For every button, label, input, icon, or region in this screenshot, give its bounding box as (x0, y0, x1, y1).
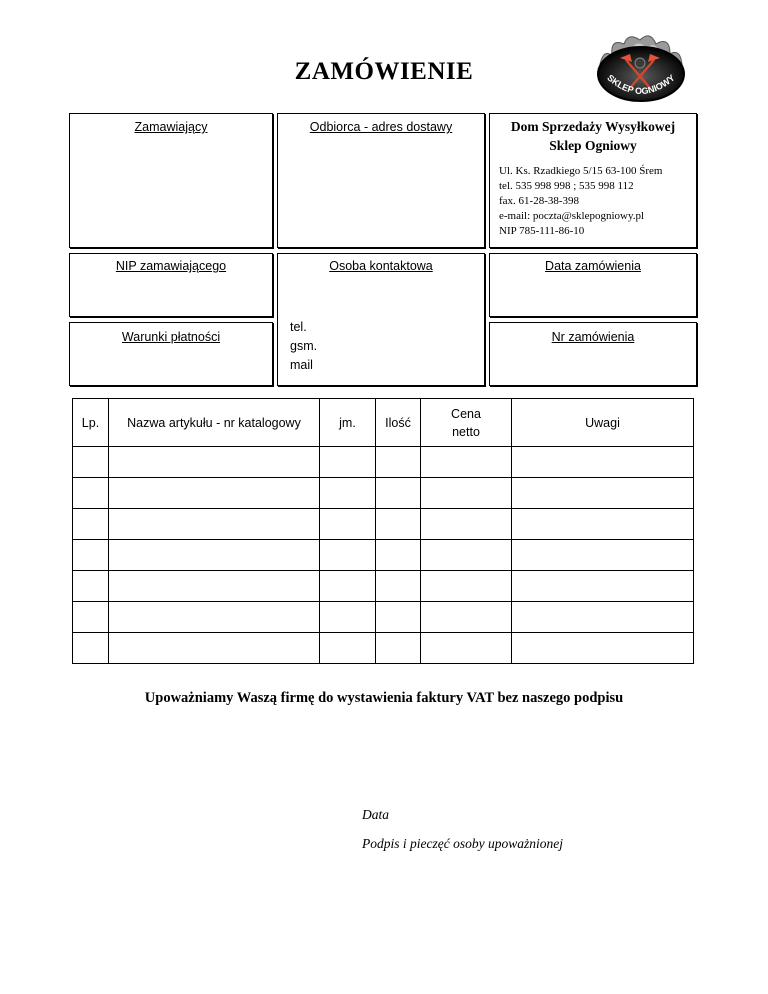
table-cell[interactable] (512, 447, 694, 478)
table-cell[interactable] (512, 602, 694, 633)
authorization-note: Upoważniamy Waszą firmę do wystawienia faktury VAT bez naszego podpisu (144, 690, 624, 706)
col-price (421, 399, 512, 447)
contact-tel: tel. (290, 320, 307, 334)
table-cell[interactable] (320, 571, 376, 602)
items-table (72, 398, 694, 664)
nip-label: NIP zamawiającego (115, 259, 227, 273)
table-row (73, 633, 694, 664)
logo-text: SKLEP OGNIOWY (605, 72, 677, 97)
table-cell[interactable] (512, 478, 694, 509)
col-unit: jm. (320, 399, 376, 447)
table-row (73, 602, 694, 633)
table-cell[interactable] (109, 602, 320, 633)
document-title: ZAMÓWIENIE (294, 58, 474, 85)
table-row (73, 571, 694, 602)
seller-address-fax: fax. 61-28-38-398 (499, 195, 580, 207)
signature-label: Podpis i pieczęć osoby upoważnionej (362, 836, 563, 851)
table-cell[interactable] (421, 509, 512, 540)
table-cell[interactable] (376, 509, 421, 540)
table-row (73, 447, 694, 478)
table-cell[interactable] (421, 540, 512, 571)
seller-address-email: e-mail: poczta@sklepogniowy.pl (499, 210, 645, 222)
table-cell[interactable] (421, 602, 512, 633)
seller-address-nip: NIP 785-111-86-10 (499, 225, 585, 237)
table-cell[interactable] (376, 571, 421, 602)
contact-label: Osoba kontaktowa (329, 259, 433, 273)
table-row (73, 478, 694, 509)
table-cell[interactable] (376, 540, 421, 571)
table-cell[interactable] (512, 633, 694, 664)
table-cell[interactable] (376, 447, 421, 478)
col-notes: Uwagi (512, 399, 694, 447)
date-label: Data (362, 807, 389, 822)
table-cell[interactable] (73, 540, 109, 571)
table-cell[interactable] (73, 602, 109, 633)
table-cell[interactable] (320, 447, 376, 478)
table-cell[interactable] (376, 602, 421, 633)
table-cell[interactable] (320, 633, 376, 664)
customer-label: Zamawiający (134, 120, 208, 134)
col-price-label: Cena netto (451, 406, 481, 439)
seller-shop: Sklep Ogniowy (549, 138, 637, 153)
payment-label: Warunki płatności (121, 330, 221, 344)
table-cell[interactable] (421, 447, 512, 478)
contact-lines (290, 318, 317, 375)
table-cell[interactable] (109, 540, 320, 571)
logo (594, 30, 688, 106)
table-cell[interactable] (73, 571, 109, 602)
table-cell[interactable] (421, 478, 512, 509)
seller-name: Dom Sprzedaży Wysyłkowej (510, 119, 676, 134)
table-cell[interactable] (320, 509, 376, 540)
table-cell[interactable] (320, 540, 376, 571)
table-cell[interactable] (73, 633, 109, 664)
table-cell[interactable] (376, 478, 421, 509)
table-cell[interactable] (512, 571, 694, 602)
table-cell[interactable] (109, 571, 320, 602)
seller-address-phone: tel. 535 998 998 ; 535 998 112 (499, 180, 634, 192)
table-cell[interactable] (421, 633, 512, 664)
table-body (73, 447, 694, 664)
seller-address-street: Ul. Ks. Rzadkiego 5/15 63-100 Śrem (499, 165, 663, 177)
fire-logo-icon (594, 30, 688, 106)
order-number-label: Nr zamówienia (551, 330, 635, 344)
col-name: Nazwa artykułu - nr katalogowy (109, 399, 320, 447)
table-cell[interactable] (73, 478, 109, 509)
table-cell[interactable] (376, 633, 421, 664)
table-cell[interactable] (109, 509, 320, 540)
table-cell[interactable] (73, 509, 109, 540)
seller-address (499, 164, 662, 239)
contact-gsm: gsm. (290, 339, 318, 353)
table-cell[interactable] (512, 540, 694, 571)
order-date-label: Data zamówienia (545, 259, 641, 273)
table-cell[interactable] (421, 571, 512, 602)
col-lp: Lp. (73, 399, 109, 447)
table-cell[interactable] (320, 478, 376, 509)
table-cell[interactable] (512, 509, 694, 540)
table-cell[interactable] (109, 633, 320, 664)
contact-mail: mail (290, 358, 313, 372)
table-header-row (73, 399, 694, 447)
table-cell[interactable] (73, 447, 109, 478)
table-row (73, 509, 694, 540)
recipient-label: Odbiorca - adres dostawy (309, 120, 453, 134)
table-cell[interactable] (320, 602, 376, 633)
col-qty: Ilość (376, 399, 421, 447)
table-cell[interactable] (109, 478, 320, 509)
table-cell[interactable] (109, 447, 320, 478)
table-row (73, 540, 694, 571)
